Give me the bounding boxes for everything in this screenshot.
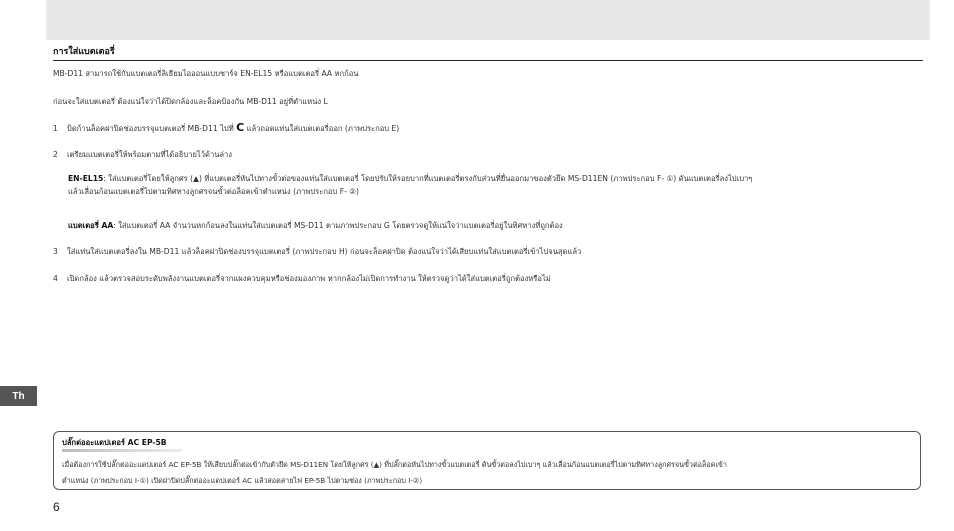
note-text — [62, 457, 912, 489]
section-title: การใส่แบตเตอรี่ — [53, 46, 923, 61]
sub-en-el15 — [68, 172, 928, 198]
aa-label: แบตเตอรี่ AA — [68, 221, 114, 230]
intro-text: MB-D11 สามารถใช้กับแบตเตอรี่ลิเธียมไอออนแบบชาร์จ EN-EL15 หรือแบตเตอรี่ AA หกก้อน — [53, 69, 359, 78]
en-el15-label: EN-EL15 — [68, 174, 104, 183]
step-4-text: เปิดกล้อง แล้วตรวจสอบระดับพลังงานแบตเตอรี่จากแผงควบคุมหรือช่องมองภาพ หากกล้องไม่เปิดการทำงาน ให้ตรวจดูว่าได้ใส่แบตเตอรี่ถูกต้องหรือไม่ — [67, 274, 551, 283]
note-line1: เมื่อต้องการใช้ปลั๊กต่ออะแดปเตอร์ AC EP-5B ให้เสียบปลั๊กต่อเข้ากับตัวยึด MS-D11EN โดยให้ลูกศร (▲) ที่ปลั๊กต่อหันไปทางขั้วแบตเตอรี่ ดันขั้วต่อลงไปเบาๆ แล้วเลื่อนก้อนแบตเตอรี่ไปตามทิศทางลูกศรจนขั้วต่อล็อคเข้า — [62, 460, 727, 469]
lock-symbol-icon: C — [236, 121, 245, 134]
step-number: 2 — [53, 150, 58, 159]
page-number: 6 — [53, 500, 60, 514]
language-tab: Th — [0, 386, 37, 406]
note-title-underline — [62, 449, 182, 452]
step-1-text-before: บิดก้านล็อคฝาปิดช่องบรรจุแบตเตอรี่ MB-D11 ไปที่ — [67, 124, 237, 133]
step-2 — [53, 149, 923, 160]
step-number: 1 — [53, 124, 58, 133]
step-3-text: ใส่แท่นใส่แบตเตอรี่ลงใน MB-D11 แล้วล็อคฝาปิดช่องบรรจุแบตเตอรี่ (ภาพประกอบ H) ก่อนจะล็อคฝาปิด ต้องแน่ใจว่าได้เสียบแท่นใส่แบตเตอรี่เข้าไปจนสุดแล้ว — [67, 247, 582, 256]
en-el15-line1: : ใส่แบตเตอรี่โดยให้ลูกศร (▲) ที่แบตเตอรี่หันไปทางขั้วต่อของแท่นใส่แบตเตอรี่ โดยปรับให้รอยบากที่แบตเตอรี่ตรงกับส่วนที่ยื่นออกมาของตัวยึด MS-D11EN (ภาพประกอบ F- ①) ดันแบตเตอรี่ลงไปเบาๆ — [103, 174, 753, 183]
warning-text: ก่อนจะใส่แบตเตอรี่ ต้องแน่ใจว่าได้ปิดกล้องและล็อคป้องกัน MB-D11 อยู่ที่ตำแหน่ง L — [53, 97, 328, 106]
step-1 — [53, 122, 923, 134]
header-band — [46, 0, 930, 40]
step-2-text: เตรียมแบตเตอรี่ให้พร้อมตามที่ได้อธิบายไว้ด้านล่าง — [67, 150, 233, 159]
sub-aa — [68, 219, 928, 232]
step-4 — [53, 273, 923, 284]
step-number: 3 — [53, 247, 58, 256]
step-1-text-after: แล้วถอดแท่นใส่แบตเตอรี่ออก (ภาพประกอบ E) — [244, 124, 400, 133]
note-line2: ตำแหน่ง (ภาพประกอบ I-①) เปิดฝาปิดปลั๊กต่ออะแดปเตอร์ AC แล้วสอดสายไฟ EP-5B ไปตามช่อง (ภาพประกอบ I-②) — [62, 476, 423, 485]
note-box — [53, 431, 921, 490]
step-number: 4 — [53, 274, 58, 283]
aa-text: : ใส่แบตเตอรี่ AA จำนวนหกก้อนลงในแท่นใส่แบตเตอรี่ MS-D11 ตามภาพประกอบ G โดยตรวจดูให้แน่ใจว่าแบตเตอรี่อยู่ในทิศทางที่ถูกต้อง — [113, 221, 563, 230]
note-title: ปลั๊กต่ออะแดปเตอร์ AC EP-5B — [62, 438, 167, 447]
en-el15-line2: แล้วเลื่อนก้อนแบตเตอรี่ไปตามทิศทางลูกศรจนขั้วต่อล็อคเข้าตำแหน่ง (ภาพประกอบ F- ②) — [68, 187, 360, 196]
step-3 — [53, 246, 923, 257]
